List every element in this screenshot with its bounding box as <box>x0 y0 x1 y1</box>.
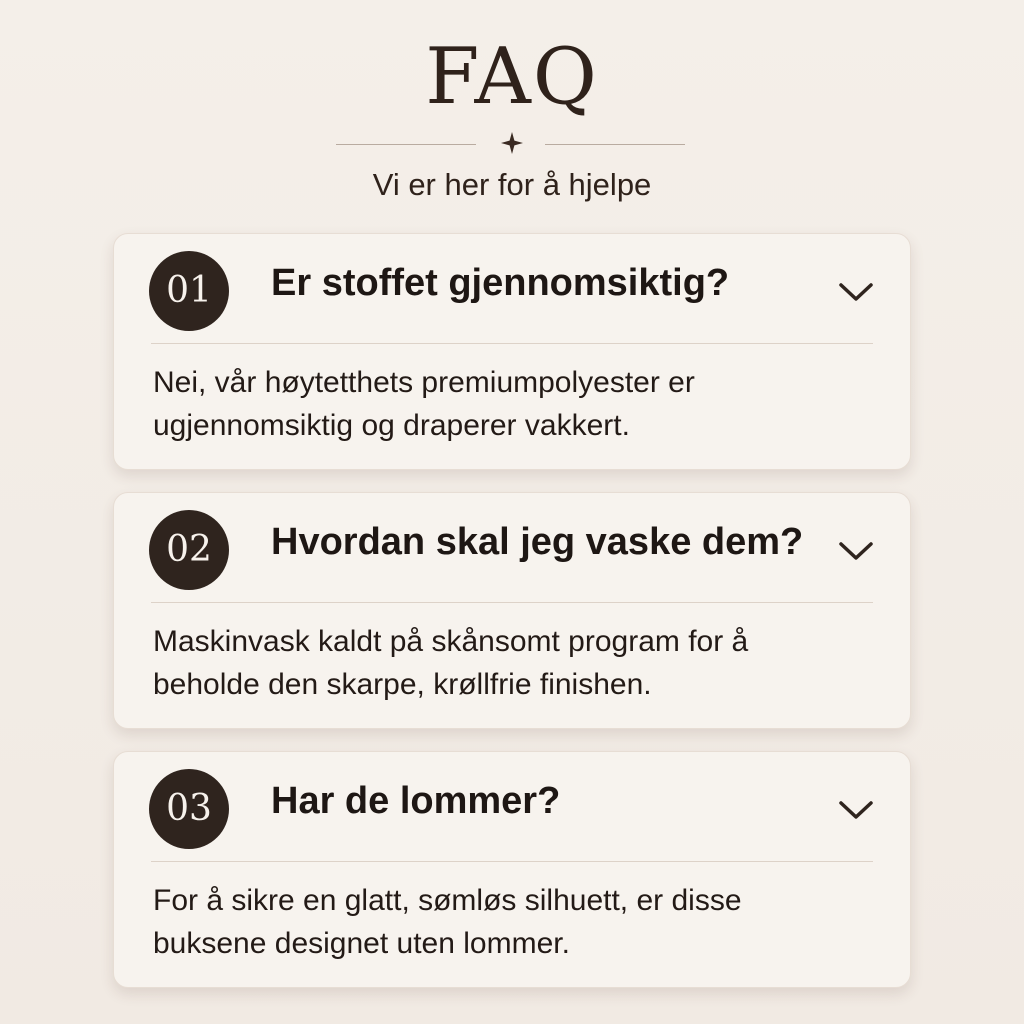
divider-line-left <box>336 144 476 145</box>
faq-number-badge: 02 <box>149 510 229 590</box>
faq-header <box>0 34 1024 204</box>
faq-separator <box>151 861 873 862</box>
faq-answer: Nei, vår høytetthets premiumpolyester er ugjennomsiktig og draperer vakkert. <box>153 366 695 442</box>
chevron-down-icon[interactable] <box>836 796 876 824</box>
faq-answer: Maskinvask kaldt på skånsomt program for å beholde den skarpe, krøllfrie finishen. <box>153 625 749 701</box>
title-divider <box>0 130 1024 160</box>
page-subtitle: Vi er her for å hjelpe <box>372 167 652 202</box>
sparkle-icon <box>500 131 524 155</box>
faq-question[interactable]: Er stoffet gjennomsiktig? <box>271 262 730 304</box>
page-title: FAQ <box>425 32 599 122</box>
faq-question[interactable]: Har de lommer? <box>271 780 561 822</box>
faq-question[interactable]: Hvordan skal jeg vaske dem? <box>271 521 804 563</box>
faq-separator <box>151 602 873 603</box>
faq-separator <box>151 343 873 344</box>
faq-answer: For å sikre en glatt, sømløs silhuett, er disse buksene designet uten lommer. <box>153 884 742 960</box>
divider-line-right <box>545 144 685 145</box>
faq-number-badge: 01 <box>149 251 229 331</box>
faq-item-1[interactable] <box>113 233 911 470</box>
chevron-down-icon[interactable] <box>836 537 876 565</box>
faq-list <box>113 233 911 988</box>
faq-item-3[interactable] <box>113 751 911 988</box>
chevron-down-icon[interactable] <box>836 278 876 306</box>
faq-number-badge: 03 <box>149 769 229 849</box>
faq-item-2[interactable] <box>113 492 911 729</box>
